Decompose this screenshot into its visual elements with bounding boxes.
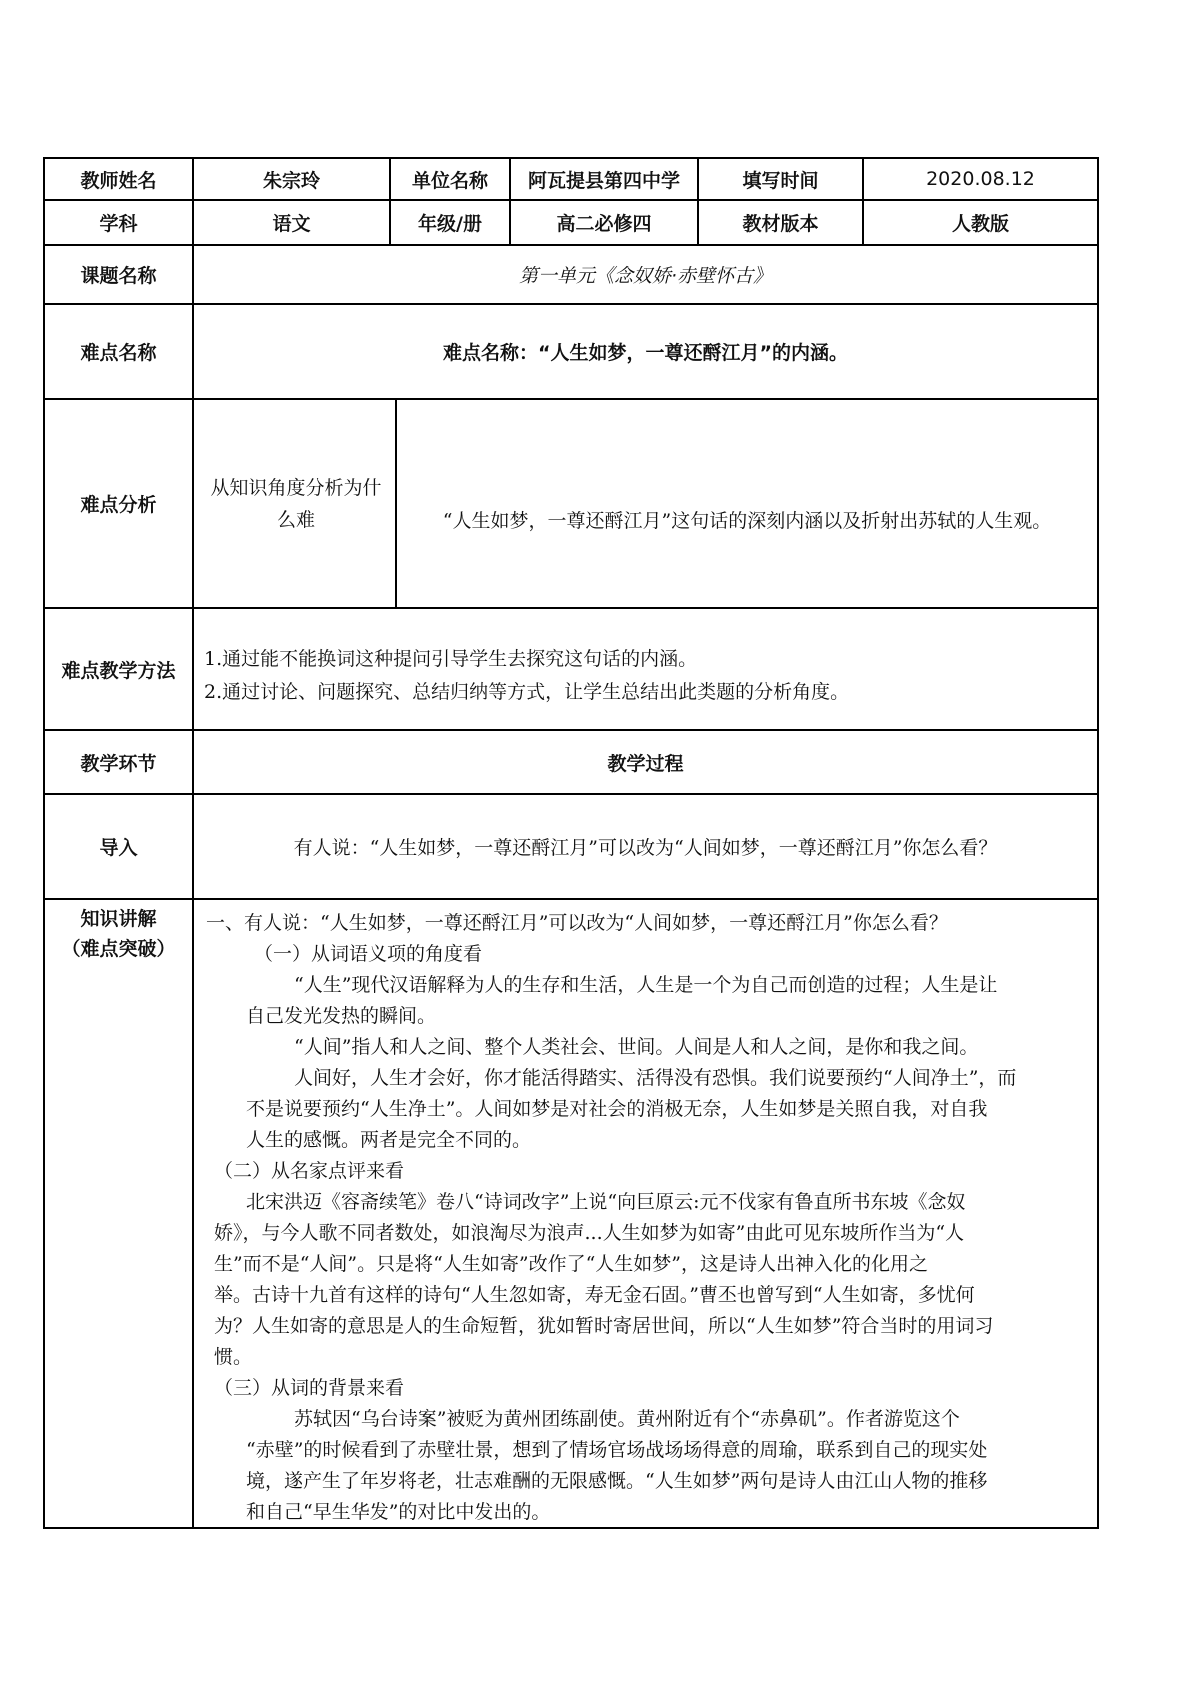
edition-value: 人教版 xyxy=(951,213,1009,235)
knowledge-line: 娇》，与今人歌不同者数处，如浪淘尽为浪声...人生如梦为如寄”由此可见东坡所作当为“人 xyxy=(214,1222,965,1244)
knowledge-line: “赤壁”的时候看到了赤壁壮景，想到了情场官场战场场得意的周瑜，联系到自己的现实处 xyxy=(246,1439,988,1461)
intro-label: 导入 xyxy=(99,837,138,859)
knowledge-body xyxy=(206,908,1086,1528)
knowledge-line: 和自己“早生华发”的对比中发出的。 xyxy=(246,1501,551,1523)
section-label: 教学环节 xyxy=(80,752,157,775)
knowledge-line: 生”而不是“人间”。只是将“人生如寄”改作了“人生如梦”，这是诗人出神入化的化用之 xyxy=(214,1253,928,1275)
unit-label: 单位名称 xyxy=(411,169,488,192)
section-value: 教学过程 xyxy=(607,752,684,775)
topic-value: 第一单元《念奴娇·赤壁怀古》 xyxy=(518,265,773,287)
knowledge-label-line1: 知识讲解 xyxy=(80,908,157,930)
knowledge-line: 人间好，人生才会好，你才能活得踏实、活得没有恐惧。我们说要预约“人间净土”，而 xyxy=(294,1067,1017,1089)
edition-label: 教材版本 xyxy=(742,213,819,235)
date-value: 2020.08.12 xyxy=(926,168,1035,190)
teacher-value: 朱宗玲 xyxy=(262,169,320,192)
knowledge-line: 人生的感慨。两者是完全不同的。 xyxy=(246,1129,532,1151)
difficulty-value: 难点名称：“人生如梦，一尊还酹江月”的内涵。 xyxy=(443,342,848,364)
analysis-value: “人生如梦，一尊还酹江月”这句话的深刻内涵以及折射出苏轼的人生观。 xyxy=(442,510,1052,532)
row-divider xyxy=(43,898,1099,900)
knowledge-line: 不是说要预约“人生净土”。人间如梦是对社会的消极无奈，人生如梦是关照自我，对自我 xyxy=(246,1098,988,1120)
grade-value: 高二必修四 xyxy=(556,213,652,235)
topic-label: 课题名称 xyxy=(80,265,157,287)
subject-label: 学科 xyxy=(99,213,138,235)
grade-label: 年级/册 xyxy=(418,213,482,235)
method-item: 2.通过讨论、问题探究、总结归纳等方式，让学生总结出此类题的分析角度。 xyxy=(204,681,850,703)
knowledge-line: （二）从名家点评来看 xyxy=(214,1160,405,1182)
teacher-label: 教师姓名 xyxy=(80,169,157,192)
knowledge-line: 境，遂产生了年岁将老，壮志难酬的无限感慨。“人生如梦”两句是诗人由江山人物的推移 xyxy=(246,1470,988,1492)
knowledge-line: “人间”指人和人之间、整个人类社会、世间。人间是人和人之间，是你和我之间。 xyxy=(294,1036,979,1058)
knowledge-label xyxy=(45,904,192,964)
knowledge-line: 为？人生如寄的意思是人的生命短暂，犹如暂时寄居世间，所以“人生如梦”符合当时的用词习 xyxy=(214,1315,994,1337)
knowledge-line: （三）从词的背景来看 xyxy=(214,1377,405,1399)
knowledge-line: 自己发光发热的瞬间。 xyxy=(246,1005,437,1027)
method-label: 难点教学方法 xyxy=(61,659,176,682)
analysis-sub-label: 从知识角度分析为什么难 xyxy=(210,476,382,531)
date-label: 填写时间 xyxy=(742,169,819,192)
knowledge-label-line2: （难点突破） xyxy=(61,938,176,960)
subject-value: 语文 xyxy=(272,213,311,235)
knowledge-line: “人生”现代汉语解释为人的生存和生活，人生是一个为自己而创造的过程；人生是让 xyxy=(294,974,998,996)
method-item: 1.通过能不能换词这种提问引导学生去探究这句话的内涵。 xyxy=(204,648,698,670)
knowledge-line: 举。古诗十九首有这样的诗句“人生忽如寄，寿无金石固。”曹丕也曾写到“人生如寄，多忧何 xyxy=(214,1284,975,1306)
method-list xyxy=(204,609,1097,729)
knowledge-line: 惯。 xyxy=(214,1346,253,1368)
unit-value: 阿瓦提县第四中学 xyxy=(527,169,680,192)
knowledge-line: 一、有人说：“人生如梦，一尊还酹江月”可以改为“人间如梦，一尊还酹江月”你怎么看？ xyxy=(206,912,948,934)
knowledge-line: 北宋洪迈《容斋续笔》卷八“诗词改字”上说“向巨原云:元不伐家有鲁直所书东坡《念奴 xyxy=(246,1191,966,1213)
difficulty-label: 难点名称 xyxy=(80,342,157,364)
knowledge-line: （一）从词语义项的角度看 xyxy=(254,943,483,965)
intro-value: 有人说：“人生如梦，一尊还酹江月”可以改为“人间如梦，一尊还酹江月”你怎么看？ xyxy=(293,837,998,859)
knowledge-line: 苏轼因“乌台诗案”被贬为黄州团练副使。黄州附近有个“赤鼻矶”。作者游览这个 xyxy=(294,1408,960,1430)
analysis-label: 难点分析 xyxy=(80,494,157,516)
